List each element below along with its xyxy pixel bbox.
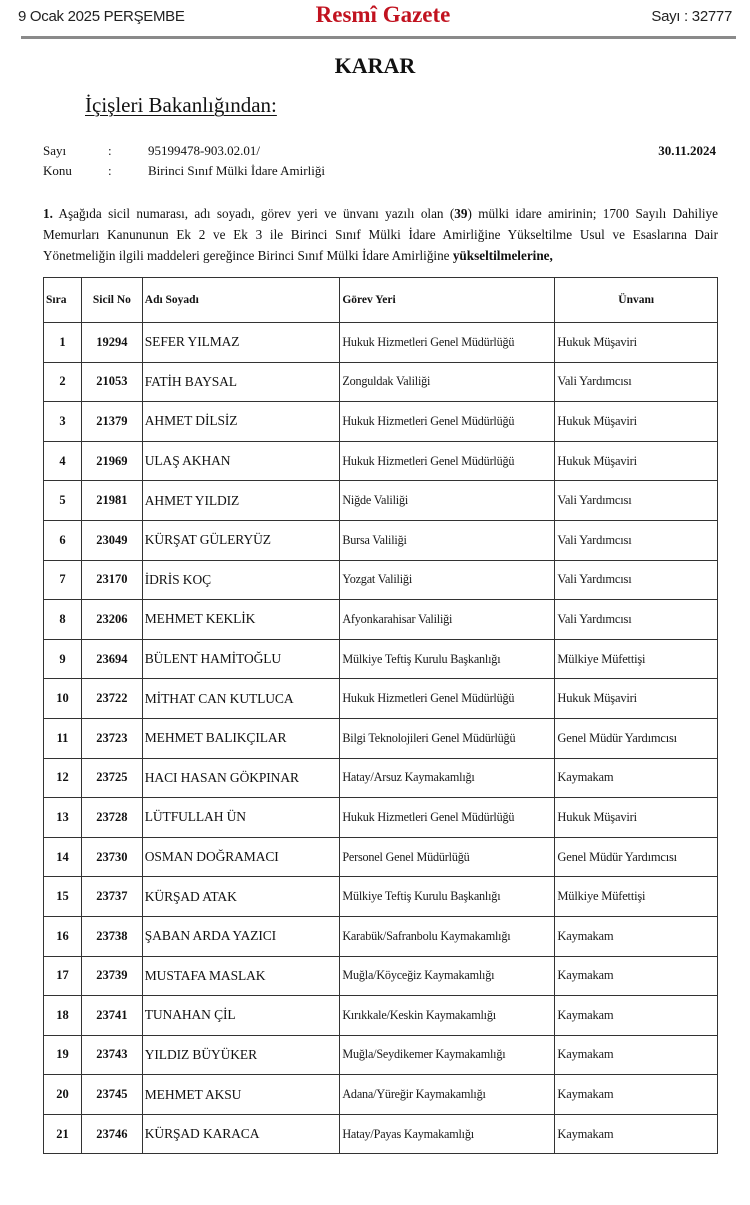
row-sira: 20 (44, 1075, 82, 1115)
row-unvani: Hukuk Müşaviri (555, 441, 718, 481)
table-row (44, 679, 718, 719)
row-unvani: Kaymakam (555, 956, 718, 996)
row-gorev-yeri: Afyonkarahisar Valiliği (340, 600, 555, 640)
row-adi-soyadi: KÜRŞAD ATAK (142, 877, 340, 917)
gazette-title (0, 2, 750, 28)
row-adi-soyadi: AHMET YILDIZ (142, 481, 340, 521)
row-gorev-yeri: Hukuk Hizmetleri Genel Müdürlüğü (340, 402, 555, 442)
row-sira: 11 (44, 718, 82, 758)
row-sicil-no: 21053 (82, 362, 143, 402)
row-sira: 4 (44, 441, 82, 481)
row-gorev-yeri: Adana/Yüreğir Kaymakamlığı (340, 1075, 555, 1115)
row-gorev-yeri: Hukuk Hizmetleri Genel Müdürlüğü (340, 798, 555, 838)
publication-date: 9 Ocak 2025 PERŞEMBE (18, 8, 185, 25)
row-unvani: Kaymakam (555, 1035, 718, 1075)
row-unvani: Vali Yardımcısı (555, 600, 718, 640)
issue-number: Sayı : 32777 (651, 8, 732, 25)
row-sira: 19 (44, 1035, 82, 1075)
table-body (44, 323, 718, 1154)
row-sira: 15 (44, 877, 82, 917)
gazette-title-text: Resmî Gazete (315, 2, 451, 27)
row-sira: 16 (44, 916, 82, 956)
paragraph-text-1: Aşağıda sicil numarası, adı soyadı, görev yeri ve ünvanı yazılı olan ( (52, 206, 455, 221)
row-gorev-yeri: Kırıkkale/Keskin Kaymakamlığı (340, 996, 555, 1036)
row-sira: 21 (44, 1114, 82, 1154)
row-unvani: Kaymakam (555, 996, 718, 1036)
row-unvani: Kaymakam (555, 1075, 718, 1115)
row-sicil-no: 23722 (82, 679, 143, 719)
row-adi-soyadi: BÜLENT HAMİTOĞLU (142, 639, 340, 679)
paragraph-count: 39 (454, 206, 468, 221)
row-sicil-no: 23170 (82, 560, 143, 600)
row-unvani: Genel Müdür Yardımcısı (555, 718, 718, 758)
column-header-sira: Sıra (44, 278, 82, 323)
table-row (44, 362, 718, 402)
row-sicil-no: 23746 (82, 1114, 143, 1154)
row-gorev-yeri: Hukuk Hizmetleri Genel Müdürlüğü (340, 679, 555, 719)
row-gorev-yeri: Personel Genel Müdürlüğü (340, 837, 555, 877)
column-header-sicil-no: Sicil No (82, 278, 143, 323)
table-row (44, 1114, 718, 1154)
row-sira: 2 (44, 362, 82, 402)
row-unvani: Vali Yardımcısı (555, 362, 718, 402)
row-unvani: Vali Yardımcısı (555, 481, 718, 521)
row-sicil-no: 23206 (82, 600, 143, 640)
row-sira: 13 (44, 798, 82, 838)
row-unvani: Mülkiye Müfettişi (555, 877, 718, 917)
paragraph-bold-end: yükseltilmelerine, (452, 248, 553, 263)
table-row (44, 1075, 718, 1115)
row-sicil-no: 23745 (82, 1075, 143, 1115)
table-row (44, 758, 718, 798)
row-sicil-no: 23725 (82, 758, 143, 798)
konu-value: Birinci Sınıf Mülki İdare Amirliği (148, 163, 325, 178)
row-sira: 6 (44, 520, 82, 560)
row-sicil-no: 19294 (82, 323, 143, 363)
promotion-table (43, 277, 718, 1154)
row-sira: 7 (44, 560, 82, 600)
column-header-adi-soyadi: Adı Soyadı (142, 278, 340, 323)
row-sicil-no: 21969 (82, 441, 143, 481)
row-sicil-no: 23737 (82, 877, 143, 917)
row-adi-soyadi: HACI HASAN GÖKPINAR (142, 758, 340, 798)
row-gorev-yeri: Hatay/Payas Kaymakamlığı (340, 1114, 555, 1154)
column-header-unvani: Ünvanı (555, 278, 718, 323)
row-sira: 14 (44, 837, 82, 877)
row-sicil-no: 21981 (82, 481, 143, 521)
row-sicil-no: 23743 (82, 1035, 143, 1075)
table-row (44, 996, 718, 1036)
row-adi-soyadi: MİTHAT CAN KUTLUCA (142, 679, 340, 719)
row-gorev-yeri: Karabük/Safranbolu Kaymakamlığı (340, 916, 555, 956)
row-sira: 1 (44, 323, 82, 363)
row-adi-soyadi: ULAŞ AKHAN (142, 441, 340, 481)
row-adi-soyadi: İDRİS KOÇ (142, 560, 340, 600)
header-divider (21, 36, 736, 39)
row-adi-soyadi: MUSTAFA MASLAK (142, 956, 340, 996)
row-adi-soyadi: ŞABAN ARDA YAZICI (142, 916, 340, 956)
row-adi-soyadi: MEHMET AKSU (142, 1075, 340, 1115)
row-adi-soyadi: KÜRŞAT GÜLERYÜZ (142, 520, 340, 560)
table-row (44, 916, 718, 956)
row-unvani: Mülkiye Müfettişi (555, 639, 718, 679)
row-adi-soyadi: AHMET DİLSİZ (142, 402, 340, 442)
table-row (44, 639, 718, 679)
paragraph-text-2: ) mülki idare amirinin; 1700 Sayılı Dahiliye Memurları Kanununun Ek 2 ve Ek 3 ile Birinci Sınıf Mülki İdare Amirliğine Yükseltilme Usul ve Esaslarına Dair Yönetmeliğin ilgili maddeleri gereğince Birinci Sınıf Mülki İdare Amirliğine (43, 206, 718, 263)
row-sira: 12 (44, 758, 82, 798)
row-sira: 5 (44, 481, 82, 521)
row-gorev-yeri: Zonguldak Valiliği (340, 362, 555, 402)
row-sicil-no: 23738 (82, 916, 143, 956)
gazette-header (0, 0, 750, 40)
row-sicil-no: 21379 (82, 402, 143, 442)
row-adi-soyadi: SEFER YILMAZ (142, 323, 340, 363)
row-sira: 9 (44, 639, 82, 679)
row-sicil-no: 23741 (82, 996, 143, 1036)
row-adi-soyadi: YILDIZ BÜYÜKER (142, 1035, 340, 1075)
table-row (44, 323, 718, 363)
row-adi-soyadi: MEHMET BALIKÇILAR (142, 718, 340, 758)
row-unvani: Hukuk Müşaviri (555, 679, 718, 719)
document-date: 30.11.2024 (658, 143, 716, 158)
sayi-value: 95199478-903.02.01/ (148, 143, 260, 158)
row-unvani: Kaymakam (555, 1114, 718, 1154)
column-header-gorev-yeri: Görev Yeri (340, 278, 555, 323)
row-gorev-yeri: Bilgi Teknolojileri Genel Müdürlüğü (340, 718, 555, 758)
row-unvani: Hukuk Müşaviri (555, 402, 718, 442)
konu-label: Konu (43, 163, 72, 178)
paragraph-number: 1. (43, 206, 53, 221)
row-gorev-yeri: Muğla/Seydikemer Kaymakamlığı (340, 1035, 555, 1075)
row-unvani: Genel Müdür Yardımcısı (555, 837, 718, 877)
table-row (44, 718, 718, 758)
decision-paragraph (43, 203, 718, 266)
row-gorev-yeri: Hatay/Arsuz Kaymakamlığı (340, 758, 555, 798)
row-adi-soyadi: KÜRŞAD KARACA (142, 1114, 340, 1154)
row-sicil-no: 23730 (82, 837, 143, 877)
row-adi-soyadi: OSMAN DOĞRAMACI (142, 837, 340, 877)
table-row (44, 837, 718, 877)
table-row (44, 520, 718, 560)
sayi-colon: : (108, 143, 112, 158)
table-row (44, 798, 718, 838)
row-unvani: Kaymakam (555, 916, 718, 956)
table-row (44, 600, 718, 640)
row-sicil-no: 23049 (82, 520, 143, 560)
row-sicil-no: 23694 (82, 639, 143, 679)
row-gorev-yeri: Hukuk Hizmetleri Genel Müdürlüğü (340, 323, 555, 363)
row-adi-soyadi: MEHMET KEKLİK (142, 600, 340, 640)
table-row (44, 1035, 718, 1075)
ministry-heading: İçişleri Bakanlığından: (85, 93, 277, 117)
sayi-label: Sayı (43, 143, 67, 158)
row-unvani: Vali Yardımcısı (555, 520, 718, 560)
row-sicil-no: 23739 (82, 956, 143, 996)
row-sicil-no: 23723 (82, 718, 143, 758)
row-sicil-no: 23728 (82, 798, 143, 838)
row-adi-soyadi: TUNAHAN ÇİL (142, 996, 340, 1036)
row-adi-soyadi: FATİH BAYSAL (142, 362, 340, 402)
row-sira: 18 (44, 996, 82, 1036)
table-row (44, 560, 718, 600)
row-gorev-yeri: Niğde Valiliği (340, 481, 555, 521)
row-gorev-yeri: Yozgat Valiliği (340, 560, 555, 600)
row-unvani: Kaymakam (555, 758, 718, 798)
row-unvani: Hukuk Müşaviri (555, 323, 718, 363)
konu-colon: : (108, 163, 112, 178)
table-header-row (44, 278, 718, 323)
row-sira: 10 (44, 679, 82, 719)
table-row (44, 441, 718, 481)
row-gorev-yeri: Bursa Valiliği (340, 520, 555, 560)
row-sira: 17 (44, 956, 82, 996)
row-sira: 8 (44, 600, 82, 640)
table-row (44, 402, 718, 442)
row-gorev-yeri: Mülkiye Teftiş Kurulu Başkanlığı (340, 639, 555, 679)
row-gorev-yeri: Mülkiye Teftiş Kurulu Başkanlığı (340, 877, 555, 917)
table-row (44, 877, 718, 917)
row-unvani: Hukuk Müşaviri (555, 798, 718, 838)
row-adi-soyadi: LÜTFULLAH ÜN (142, 798, 340, 838)
table-row (44, 481, 718, 521)
row-sira: 3 (44, 402, 82, 442)
row-gorev-yeri: Muğla/Köyceğiz Kaymakamlığı (340, 956, 555, 996)
row-unvani: Vali Yardımcısı (555, 560, 718, 600)
row-gorev-yeri: Hukuk Hizmetleri Genel Müdürlüğü (340, 441, 555, 481)
document-type-heading: KARAR (334, 53, 416, 78)
table-row (44, 956, 718, 996)
